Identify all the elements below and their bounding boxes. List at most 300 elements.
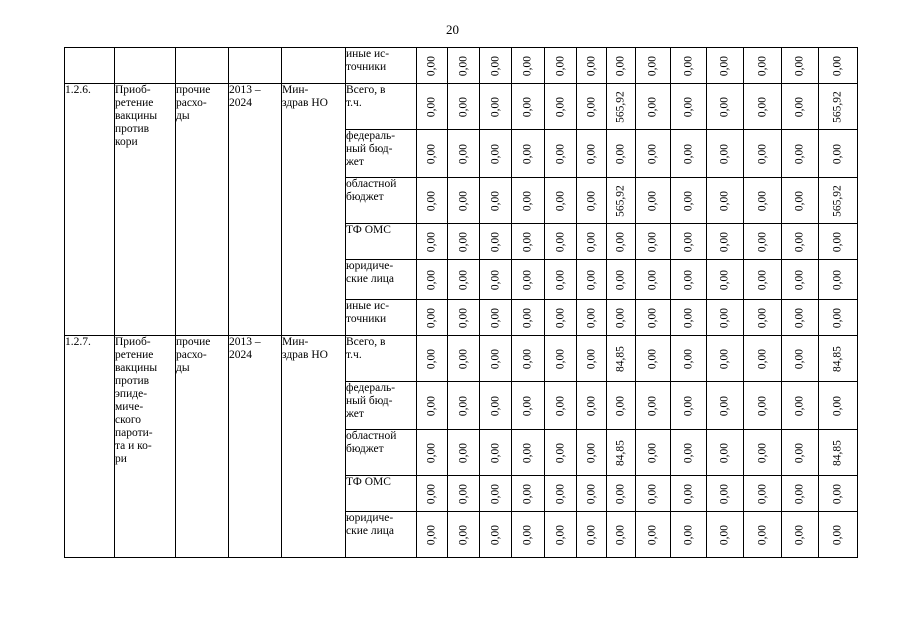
- value-cell: [545, 336, 577, 382]
- value-text: 0,00: [554, 524, 566, 545]
- value-text: 0,00: [718, 143, 731, 164]
- value-text: 0,00: [614, 395, 627, 416]
- value-cell: [636, 382, 671, 430]
- value-cell: [782, 476, 819, 512]
- value-text: 0,00: [831, 269, 844, 290]
- value-text: 0,00: [682, 442, 694, 463]
- value-text: 0,00: [646, 307, 659, 328]
- value-cell: [577, 178, 607, 224]
- value-text: 565,92: [614, 184, 627, 217]
- value-text: 0,00: [425, 442, 438, 463]
- value-cell: [448, 476, 480, 512]
- funding-source-label: юридиче- ские лица: [346, 260, 394, 285]
- value-text: 0,00: [646, 483, 659, 504]
- value-cell: [417, 48, 448, 84]
- value-text: 0,00: [646, 395, 659, 416]
- value-text: 0,00: [682, 269, 694, 290]
- value-cell: [417, 84, 448, 130]
- value-cell: [480, 382, 512, 430]
- value-text: 0,00: [489, 348, 501, 369]
- value-cell: [819, 84, 858, 130]
- value-cell: [819, 178, 858, 224]
- value-cell: [545, 224, 577, 260]
- value-cell: [545, 476, 577, 512]
- value-cell: [782, 224, 819, 260]
- value-text: 0,00: [521, 269, 534, 290]
- value-cell: [707, 512, 744, 558]
- value-cell: [577, 260, 607, 300]
- value-cell: [480, 84, 512, 130]
- value-text: 565,92: [831, 184, 844, 217]
- value-cell: [607, 260, 636, 300]
- value-text: 0,00: [756, 55, 768, 76]
- funding-source-label: юридиче- ские лица: [346, 512, 394, 537]
- value-cell: [480, 336, 512, 382]
- value-cell: [417, 130, 448, 178]
- value-text: 0,00: [521, 524, 534, 545]
- value-text: 0,00: [646, 143, 659, 164]
- value-text: 0,00: [756, 524, 768, 545]
- value-cell: [577, 382, 607, 430]
- value-text: 0,00: [831, 231, 844, 252]
- value-cell: [819, 224, 858, 260]
- value-text: 0,00: [489, 231, 501, 252]
- value-text: 0,00: [614, 269, 627, 290]
- value-text: 0,00: [489, 483, 501, 504]
- value-cell: [671, 512, 707, 558]
- executor: Мин- здрав НО: [282, 336, 328, 361]
- value-cell: [512, 336, 545, 382]
- funding-source-label: ТФ ОМС: [346, 476, 391, 488]
- value-cell: [480, 512, 512, 558]
- value-text: 0,00: [831, 483, 844, 504]
- value-text: 0,00: [457, 442, 469, 463]
- value-text: 0,00: [521, 395, 534, 416]
- value-cell: [607, 382, 636, 430]
- value-cell: [636, 336, 671, 382]
- value-cell: [512, 224, 545, 260]
- value-cell: [480, 130, 512, 178]
- value-text: 0,00: [457, 483, 469, 504]
- value-text: 0,00: [425, 190, 438, 211]
- value-text: 0,00: [756, 395, 768, 416]
- value-text: 0,00: [646, 55, 659, 76]
- value-cell: [744, 84, 782, 130]
- value-cell: [448, 300, 480, 336]
- value-text: 0,00: [614, 143, 627, 164]
- value-cell: [782, 382, 819, 430]
- item-name: Приоб- ретение вакцины против эпиде- миче- ского пароти- та и ко- ри: [115, 336, 158, 465]
- value-cell: [671, 224, 707, 260]
- value-text: 0,00: [718, 524, 731, 545]
- item-name-cell: [115, 84, 176, 336]
- value-cell: [782, 130, 819, 178]
- value-text: 0,00: [554, 442, 566, 463]
- funding-source-label: областной бюджет: [346, 430, 397, 455]
- value-cell: [577, 512, 607, 558]
- value-text: 0,00: [756, 96, 768, 117]
- item-name: Приоб- ретение вакцины против кори: [115, 84, 158, 148]
- value-text: 0,00: [756, 231, 768, 252]
- value-cell: [607, 84, 636, 130]
- value-cell: [512, 178, 545, 224]
- value-cell: [607, 336, 636, 382]
- value-text: 0,00: [457, 190, 469, 211]
- value-text: 0,00: [489, 395, 501, 416]
- value-cell: [707, 476, 744, 512]
- item-name-cell: [115, 336, 176, 558]
- value-text: 0,00: [585, 269, 597, 290]
- value-text: 0,00: [425, 269, 438, 290]
- value-cell: [744, 300, 782, 336]
- value-text: 0,00: [831, 143, 844, 164]
- value-text: 0,00: [614, 483, 627, 504]
- value-cell: [417, 178, 448, 224]
- period-cell: [229, 336, 282, 558]
- value-text: 0,00: [521, 143, 534, 164]
- value-cell: [819, 476, 858, 512]
- funding-source-label: ТФ ОМС: [346, 224, 391, 236]
- value-cell: [512, 84, 545, 130]
- value-text: 0,00: [457, 307, 469, 328]
- value-text: 0,00: [554, 231, 566, 252]
- value-cell: [545, 178, 577, 224]
- value-text: 0,00: [793, 55, 806, 76]
- value-text: 0,00: [756, 143, 768, 164]
- value-cell: [707, 260, 744, 300]
- value-cell: [512, 130, 545, 178]
- value-cell: [577, 336, 607, 382]
- value-text: 0,00: [682, 55, 694, 76]
- funding-source-cell: [346, 130, 417, 178]
- value-text: 0,00: [554, 483, 566, 504]
- value-text: 0,00: [793, 524, 806, 545]
- expense-type-cell: [176, 48, 229, 84]
- value-text: 0,00: [585, 348, 597, 369]
- value-cell: [819, 130, 858, 178]
- funding-source-cell: [346, 430, 417, 476]
- value-text: 0,00: [682, 96, 694, 117]
- value-text: 0,00: [585, 190, 597, 211]
- value-text: 0,00: [489, 55, 501, 76]
- value-cell: [448, 48, 480, 84]
- value-text: 0,00: [585, 231, 597, 252]
- value-cell: [545, 300, 577, 336]
- value-cell: [480, 300, 512, 336]
- value-cell: [782, 430, 819, 476]
- value-cell: [448, 84, 480, 130]
- value-text: 0,00: [554, 55, 566, 76]
- value-cell: [782, 260, 819, 300]
- value-text: 0,00: [585, 96, 597, 117]
- value-text: 0,00: [718, 442, 731, 463]
- value-text: 0,00: [793, 231, 806, 252]
- value-text: 0,00: [554, 307, 566, 328]
- funding-source-label: Всего, в т.ч.: [346, 336, 386, 361]
- value-cell: [480, 48, 512, 84]
- value-text: 0,00: [614, 524, 627, 545]
- value-cell: [782, 84, 819, 130]
- value-cell: [545, 430, 577, 476]
- value-text: 0,00: [521, 190, 534, 211]
- value-text: 0,00: [585, 524, 597, 545]
- value-text: 0,00: [585, 307, 597, 328]
- value-cell: [636, 260, 671, 300]
- value-cell: [607, 512, 636, 558]
- value-cell: [545, 130, 577, 178]
- value-text: 0,00: [682, 190, 694, 211]
- value-cell: [577, 48, 607, 84]
- funding-source-cell: [346, 224, 417, 260]
- period: 2013 – 2024: [229, 336, 261, 361]
- value-text: 0,00: [646, 269, 659, 290]
- value-text: 0,00: [718, 307, 731, 328]
- value-text: 0,00: [425, 348, 438, 369]
- value-cell: [819, 300, 858, 336]
- value-text: 0,00: [831, 524, 844, 545]
- value-text: 0,00: [646, 348, 659, 369]
- value-text: 0,00: [457, 348, 469, 369]
- value-cell: [744, 430, 782, 476]
- value-text: 0,00: [425, 96, 438, 117]
- value-cell: [707, 300, 744, 336]
- value-text: 0,00: [489, 96, 501, 117]
- value-text: 0,00: [793, 96, 806, 117]
- value-cell: [671, 476, 707, 512]
- value-cell: [577, 84, 607, 130]
- value-cell: [448, 382, 480, 430]
- value-cell: [671, 430, 707, 476]
- value-text: 0,00: [793, 143, 806, 164]
- value-cell: [512, 476, 545, 512]
- value-text: 0,00: [718, 348, 731, 369]
- value-text: 0,00: [521, 55, 534, 76]
- value-cell: [782, 300, 819, 336]
- value-text: 0,00: [457, 96, 469, 117]
- value-cell: [707, 130, 744, 178]
- value-cell: [417, 300, 448, 336]
- value-text: 0,00: [793, 348, 806, 369]
- value-cell: [782, 512, 819, 558]
- value-text: 0,00: [425, 307, 438, 328]
- value-text: 0,00: [457, 269, 469, 290]
- value-text: 0,00: [489, 524, 501, 545]
- value-text: 0,00: [682, 231, 694, 252]
- value-text: 0,00: [718, 483, 731, 504]
- value-cell: [636, 476, 671, 512]
- item-code: 1.2.7.: [65, 336, 91, 348]
- value-text: 0,00: [457, 231, 469, 252]
- value-cell: [480, 178, 512, 224]
- value-text: 0,00: [425, 231, 438, 252]
- value-cell: [607, 430, 636, 476]
- value-text: 0,00: [585, 483, 597, 504]
- value-text: 0,00: [489, 307, 501, 328]
- funding-source-label: иные ис- точники: [346, 48, 390, 73]
- value-text: 0,00: [521, 231, 534, 252]
- value-cell: [448, 130, 480, 178]
- item-name-cell: [115, 48, 176, 84]
- value-cell: [417, 382, 448, 430]
- executor: Мин- здрав НО: [282, 84, 328, 109]
- value-text: 0,00: [554, 348, 566, 369]
- value-text: 0,00: [425, 524, 438, 545]
- value-cell: [671, 300, 707, 336]
- value-cell: [782, 178, 819, 224]
- funding-source-label: Всего, в т.ч.: [346, 84, 386, 109]
- value-cell: [707, 84, 744, 130]
- value-cell: [782, 336, 819, 382]
- expense-type-cell: [176, 84, 229, 336]
- value-text: 0,00: [718, 231, 731, 252]
- value-text: 0,00: [682, 143, 694, 164]
- value-text: 84,85: [831, 345, 844, 372]
- value-text: 0,00: [756, 442, 768, 463]
- period-cell: [229, 84, 282, 336]
- value-text: 84,85: [614, 345, 627, 372]
- value-cell: [545, 84, 577, 130]
- value-text: 84,85: [614, 439, 627, 466]
- value-text: 0,00: [831, 307, 844, 328]
- value-text: 0,00: [756, 269, 768, 290]
- value-cell: [707, 48, 744, 84]
- value-text: 0,00: [793, 190, 806, 211]
- value-cell: [607, 178, 636, 224]
- value-text: 0,00: [756, 307, 768, 328]
- value-cell: [512, 430, 545, 476]
- funding-source-cell: [346, 260, 417, 300]
- value-text: 0,00: [585, 442, 597, 463]
- value-text: 0,00: [554, 96, 566, 117]
- value-cell: [671, 48, 707, 84]
- budget-table: [64, 47, 858, 558]
- value-text: 0,00: [521, 307, 534, 328]
- value-text: 0,00: [489, 442, 501, 463]
- value-cell: [480, 224, 512, 260]
- value-text: 0,00: [521, 483, 534, 504]
- value-text: 0,00: [793, 307, 806, 328]
- value-cell: [607, 476, 636, 512]
- value-cell: [512, 260, 545, 300]
- period: 2013 – 2024: [229, 84, 261, 109]
- value-text: 0,00: [585, 395, 597, 416]
- value-cell: [607, 130, 636, 178]
- value-text: 0,00: [585, 143, 597, 164]
- value-text: 0,00: [554, 190, 566, 211]
- value-text: 0,00: [585, 55, 597, 76]
- value-cell: [744, 48, 782, 84]
- executor-cell: [282, 84, 346, 336]
- value-cell: [480, 476, 512, 512]
- value-cell: [417, 476, 448, 512]
- item-code: 1.2.6.: [65, 84, 91, 96]
- value-cell: [417, 430, 448, 476]
- value-cell: [819, 430, 858, 476]
- value-cell: [819, 336, 858, 382]
- expense-type: прочие расхо- ды: [176, 84, 211, 122]
- value-cell: [671, 260, 707, 300]
- expense-type: прочие расхо- ды: [176, 336, 211, 374]
- value-text: 0,00: [489, 190, 501, 211]
- value-text: 0,00: [756, 483, 768, 504]
- value-text: 565,92: [831, 90, 844, 123]
- value-cell: [744, 178, 782, 224]
- value-text: 0,00: [646, 190, 659, 211]
- value-cell: [417, 512, 448, 558]
- value-cell: [512, 382, 545, 430]
- value-text: 0,00: [793, 442, 806, 463]
- value-text: 0,00: [614, 307, 627, 328]
- value-cell: [636, 430, 671, 476]
- value-text: 0,00: [521, 96, 534, 117]
- page-number: 20: [446, 22, 459, 37]
- value-text: 0,00: [425, 55, 438, 76]
- funding-source-cell: [346, 476, 417, 512]
- value-text: 0,00: [682, 348, 694, 369]
- value-text: 0,00: [646, 231, 659, 252]
- value-text: 0,00: [646, 524, 659, 545]
- value-text: 0,00: [457, 55, 469, 76]
- table-row: [65, 84, 858, 130]
- value-text: 0,00: [756, 190, 768, 211]
- executor-cell: [282, 48, 346, 84]
- funding-source-label: федераль- ный бюд- жет: [346, 130, 396, 168]
- value-cell: [707, 430, 744, 476]
- value-text: 0,00: [718, 190, 731, 211]
- value-cell: [744, 260, 782, 300]
- value-cell: [480, 430, 512, 476]
- value-cell: [636, 512, 671, 558]
- value-text: 0,00: [489, 269, 501, 290]
- value-text: 0,00: [793, 269, 806, 290]
- value-cell: [671, 382, 707, 430]
- value-cell: [448, 224, 480, 260]
- value-cell: [636, 130, 671, 178]
- value-text: 84,85: [831, 439, 844, 466]
- table-row: [65, 48, 858, 84]
- value-cell: [707, 224, 744, 260]
- value-cell: [545, 48, 577, 84]
- value-cell: [480, 260, 512, 300]
- value-cell: [819, 512, 858, 558]
- value-cell: [577, 224, 607, 260]
- value-text: 0,00: [554, 143, 566, 164]
- value-cell: [636, 178, 671, 224]
- value-cell: [636, 300, 671, 336]
- value-cell: [636, 84, 671, 130]
- funding-source-label: областной бюджет: [346, 178, 397, 203]
- value-text: 0,00: [521, 348, 534, 369]
- value-cell: [448, 178, 480, 224]
- item-code-cell: [65, 84, 115, 336]
- value-cell: [671, 84, 707, 130]
- value-cell: [819, 48, 858, 84]
- value-cell: [707, 336, 744, 382]
- value-text: 0,00: [614, 55, 627, 76]
- value-cell: [417, 224, 448, 260]
- value-text: 0,00: [718, 55, 731, 76]
- value-text: 0,00: [718, 269, 731, 290]
- value-cell: [448, 260, 480, 300]
- value-cell: [636, 224, 671, 260]
- value-text: 0,00: [718, 96, 731, 117]
- table-row: [65, 336, 858, 382]
- value-cell: [671, 130, 707, 178]
- funding-source-label: федераль- ный бюд- жет: [346, 382, 396, 420]
- value-cell: [577, 130, 607, 178]
- value-cell: [636, 48, 671, 84]
- value-cell: [819, 260, 858, 300]
